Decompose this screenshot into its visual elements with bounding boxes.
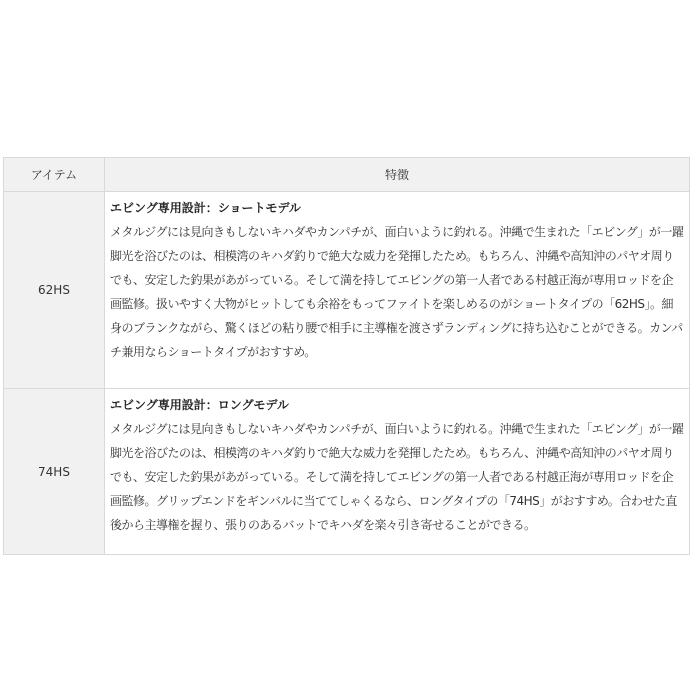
feature-heading: エビング専用設計：ロングモデル — [110, 398, 289, 412]
header-feature: 特徴 — [105, 158, 690, 192]
header-item: アイテム — [4, 158, 105, 192]
header-row — [4, 158, 690, 192]
feature-cell — [105, 192, 690, 389]
feature-body: メタルジグには見向きもしないキハダやカンパチが、面白いように釣れる。沖縄で生まれた「エビング」が一躍脚光を浴びたのは、相模湾のキハダ釣りで絶大な威力を発揮したため。もちろん、沖縄や高知沖のパヤオ周りでも、安定した釣果があがっている。そして満を持してエビングの第一人者である村越正海が専用ロッドを企画監修。グリップエンドをギンバルに当ててしゃくるなら、ロングタイプの「74HS」がおすすめ。合わせた直後から主導権を握り、張りのあるバットでキハダを楽々引き寄せることができる。 — [110, 422, 684, 532]
table-row — [4, 389, 690, 555]
feature-cell — [105, 389, 690, 555]
item-name-cell: 74HS — [4, 389, 105, 555]
table-row — [4, 192, 690, 389]
feature-heading: エビング専用設計：ショートモデル — [110, 201, 301, 215]
feature-body: メタルジグには見向きもしないキハダやカンパチが、面白いように釣れる。沖縄で生まれた「エビング」が一躍脚光を浴びたのは、相模湾のキハダ釣りで絶大な威力を発揮したため。もちろん、沖縄や高知沖のパヤオ周りでも、安定した釣果があがっている。そして満を持してエビングの第一人者である村越正海が専用ロッドを企画監修。扱いやすく大物がヒットしても余裕をもってファイトを楽しめるのがショートタイプの「62HS」。細身のブランクながら、驚くほどの粘り腰で相手に主導権を渡さずランディングに持ち込むことができる。カンパチ兼用ならショートタイプがおすすめ。 — [110, 225, 684, 359]
spec-table — [3, 157, 690, 555]
item-name-cell: 62HS — [4, 192, 105, 389]
